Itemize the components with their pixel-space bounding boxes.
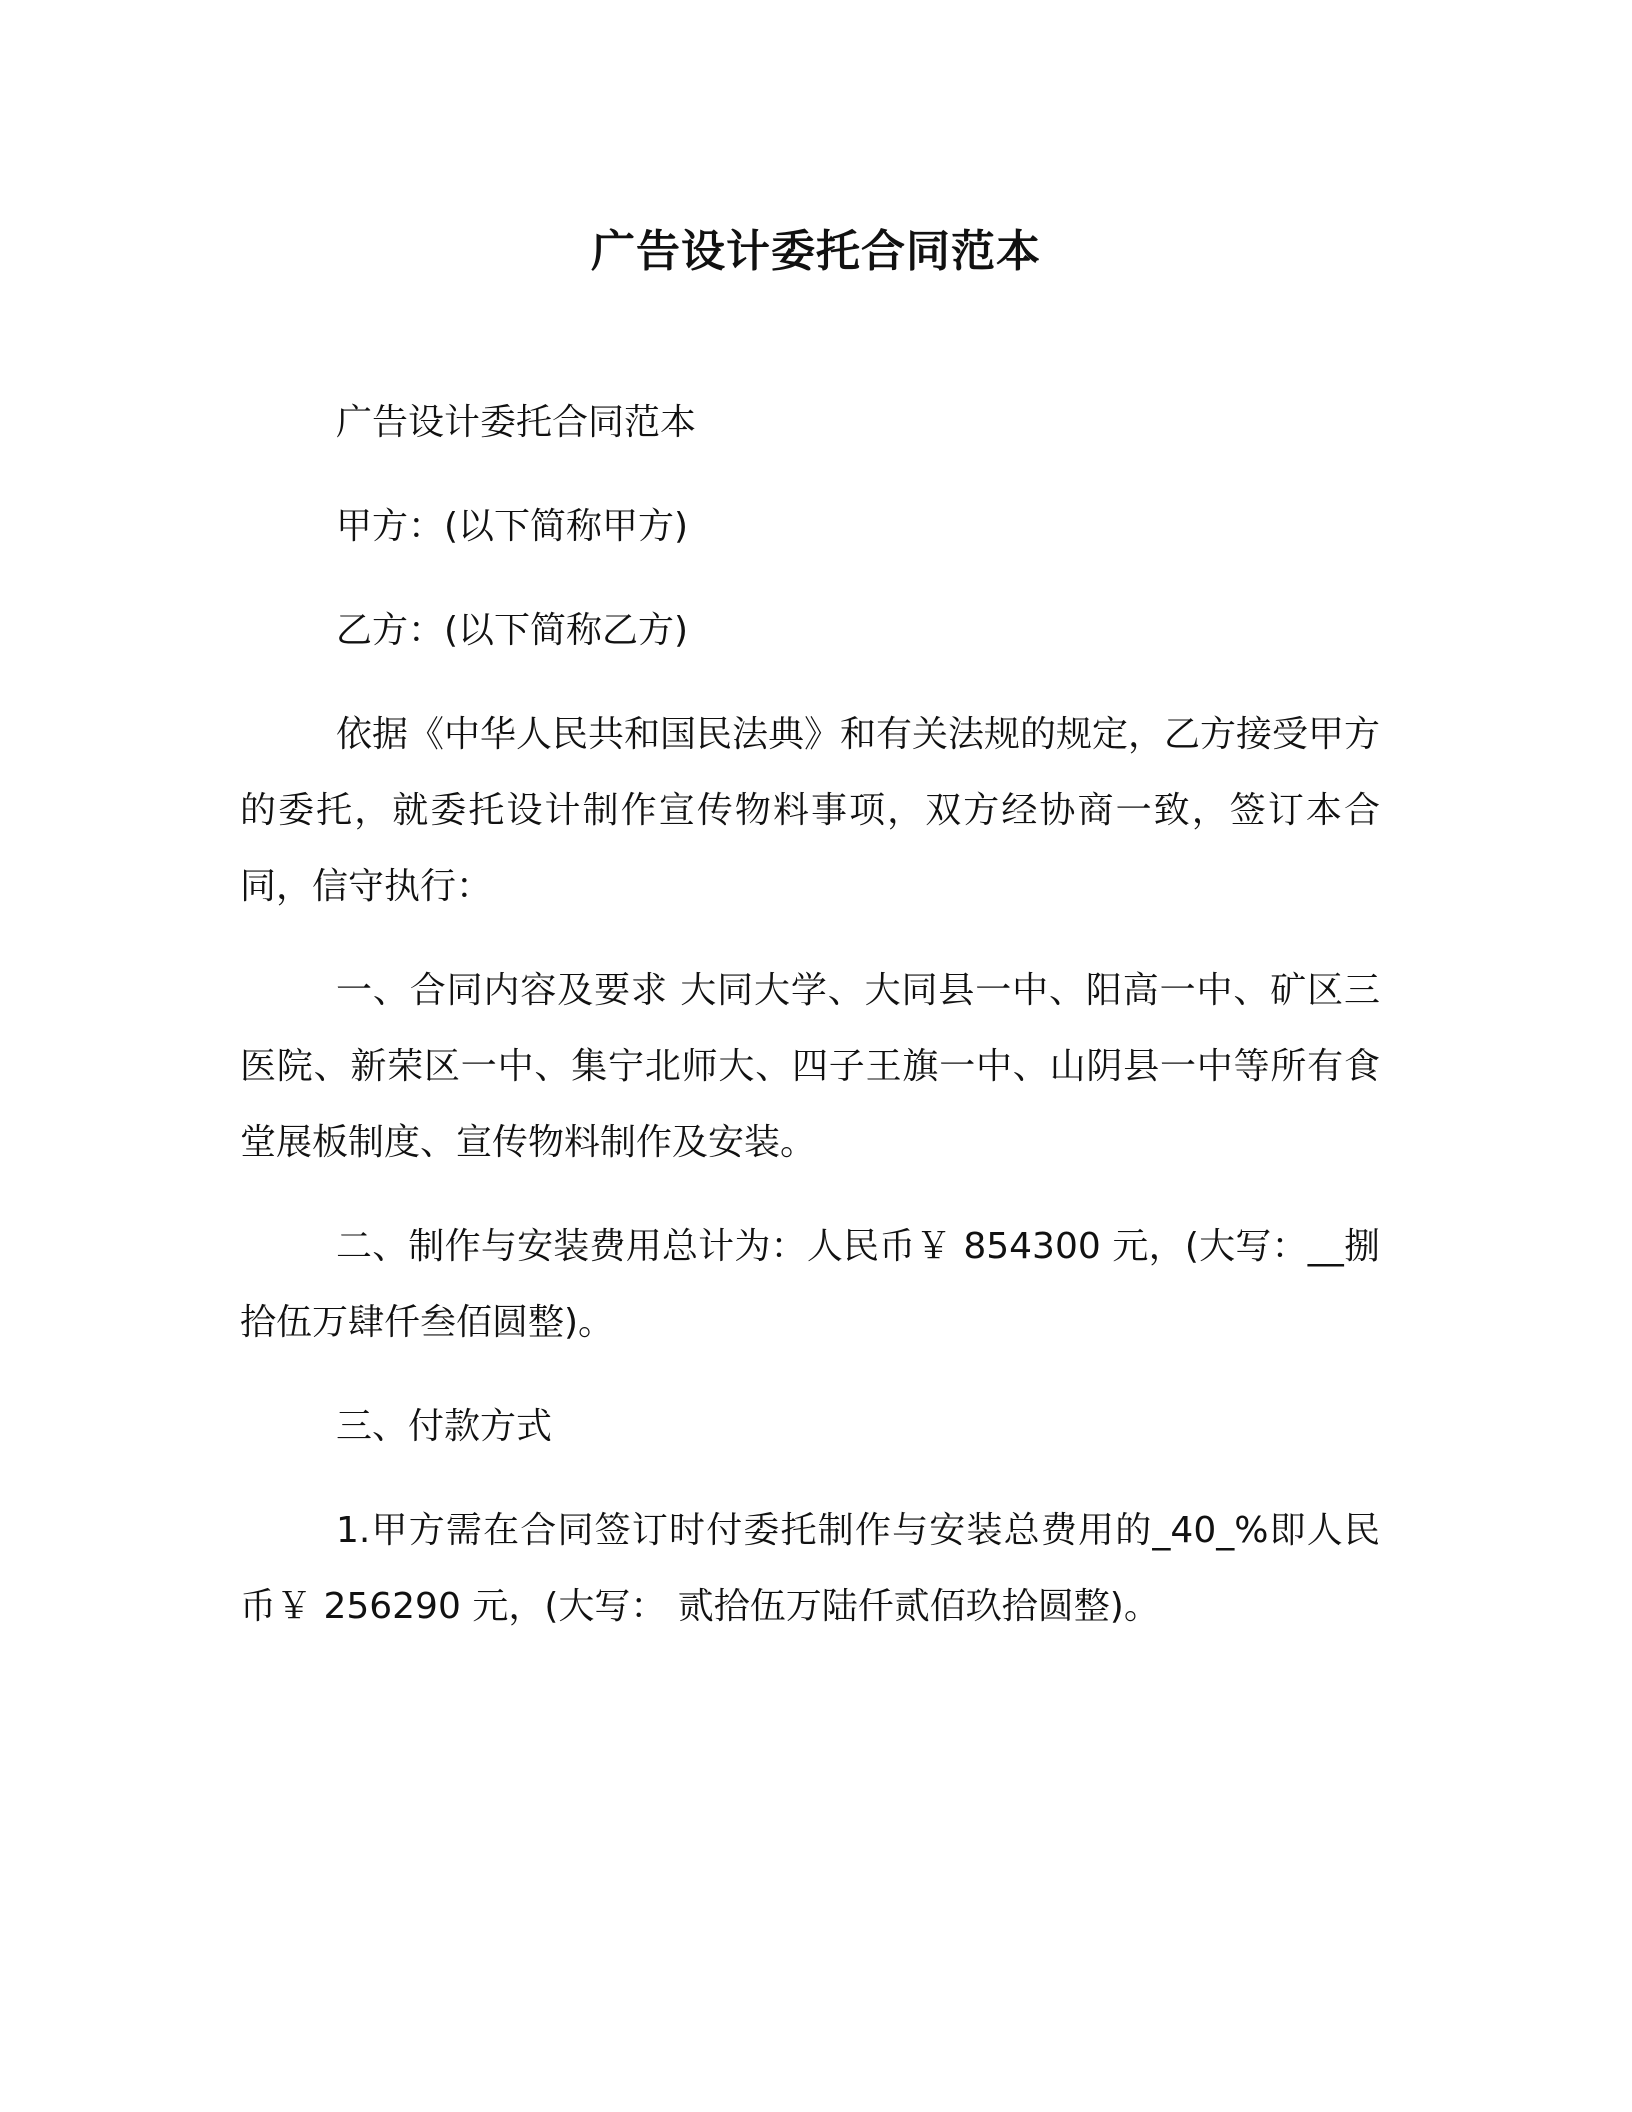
- paragraph-basis: 依据《中华人民共和国民法典》和有关法规的规定，乙方接受甲方的委托，就委托设计制作宣传物料事项，双方经协商一致，签订本合同，信守执行：: [240, 714, 1381, 907]
- document-title: 广告设计委托合同范本: [591, 226, 1041, 277]
- paragraph-party-b: 乙方：(以下简称乙方): [336, 610, 689, 651]
- paragraph-payment-heading: 三、付款方式: [336, 1406, 553, 1447]
- paragraph-total-fee: 二、制作与安装费用总计为：人民币￥ 854300 元，(大写：__捌拾伍万肆仟叁佰圆整)。: [240, 1226, 1380, 1343]
- paragraph-subtitle: 广告设计委托合同范本: [336, 402, 697, 443]
- document-body: [240, 385, 1380, 1673]
- paragraph-payment-1: 1.甲方需在合同签订时付委托制作与安装总费用的_40_%即人民币￥ 256290 元，(大写： 贰拾伍万陆仟贰佰玖拾圆整)。: [240, 1510, 1380, 1627]
- paragraph-contract-content: 一、合同内容及要求 大同大学、大同县一中、阳高一中、矿区三医院、新荣区一中、集宁北师大、四子王旗一中、山阴县一中等所有食堂展板制度、宣传物料制作及安装。: [240, 970, 1380, 1163]
- paragraph-party-a: 甲方：(以下简称甲方): [336, 506, 689, 547]
